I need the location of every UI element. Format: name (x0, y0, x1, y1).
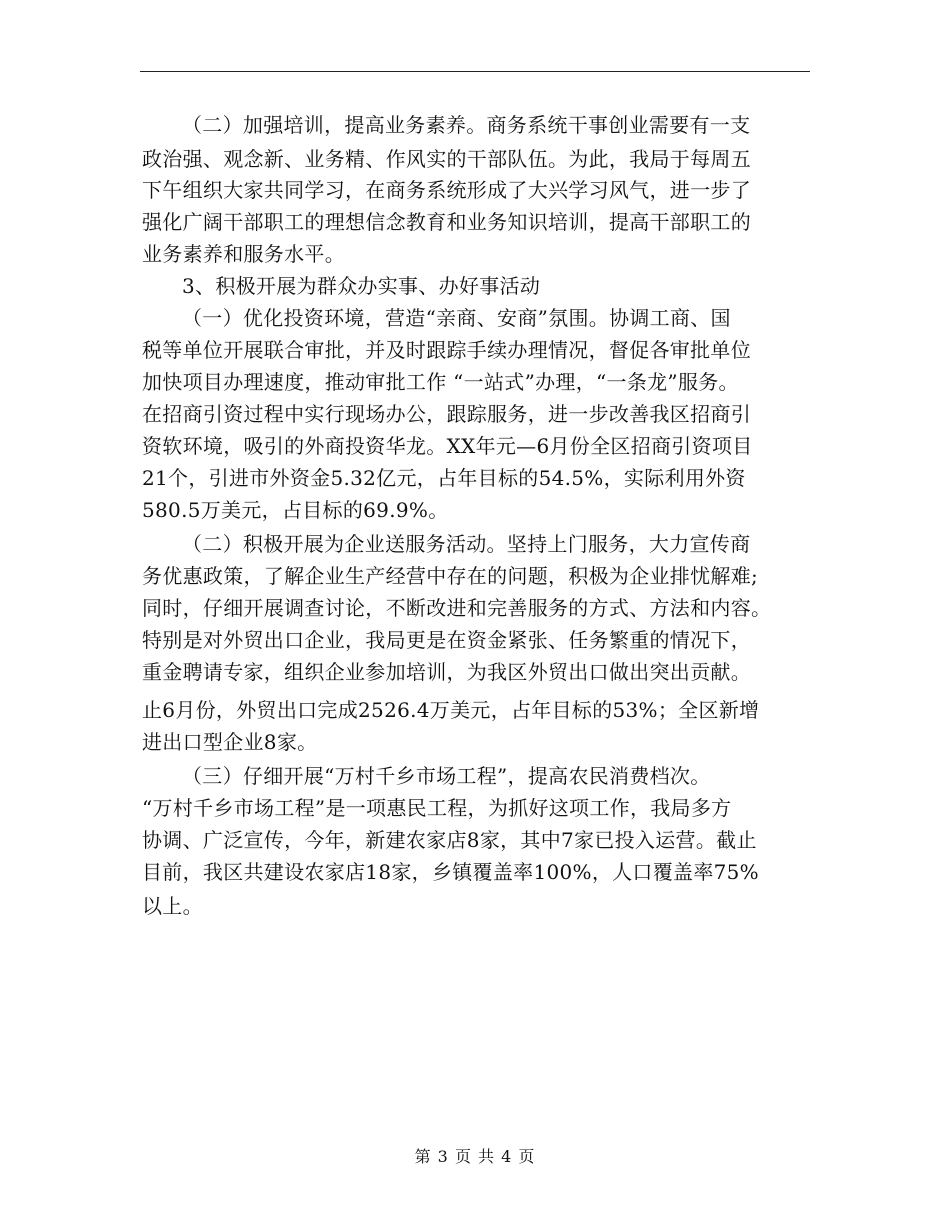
text-line: （三）仔细开展“万村千乡市场工程”，提高农民消费档次。 (182, 764, 711, 788)
text-line: 强化广阔干部职工的理想信念教育和业务知识培训，提高干部职工的 (142, 210, 751, 234)
text-line: 目前，我区共建设农家店18家，乡镇覆盖率100%，人口覆盖率75% (142, 860, 759, 884)
page-number: 第 3 页 共 4 页 (414, 1147, 536, 1166)
text-line: （一）优化投资环境，营造“亲商、安商”氛围。协调工商、国 (182, 306, 731, 330)
text-line: 重金聘请专家，组织企业参加培训，为我区外贸出口做出突出贡献。 (142, 660, 751, 684)
text-line: 税等单位开展联合审批，并及时跟踪手续办理情况，督促各审批单位 (142, 338, 751, 362)
text-line: “万村千乡市场工程”是一项惠民工程，为抓好这项工作，我局多方 (142, 796, 732, 820)
text-line: 同时，仔细开展调查讨论，不断改进和完善服务的方式、方法和内容。 (142, 596, 772, 620)
text-line: 业务素养和服务水平。 (142, 242, 345, 266)
text-line: 21个，引进市外资金5.32亿元，占年目标的54.5%，实际利用外资 (142, 466, 746, 490)
header-rule (140, 71, 810, 72)
text-line: 进出口型企业8家。 (142, 730, 318, 754)
text-line: 特别是对外贸出口企业，我局更是在资金紧张、任务繁重的情况下， (142, 628, 751, 652)
text-line: 在招商引资过程中实行现场办公，跟踪服务，进一步改善我区招商引 (142, 402, 751, 426)
text-line: 580.5万美元，占目标的69.9%。 (142, 498, 449, 522)
text-line: 以上。 (142, 894, 203, 918)
section-heading: 3、积极开展为群众办实事、办好事活动 (182, 274, 541, 298)
text-line: 下午组织大家共同学习，在商务系统形成了大兴学习风气，进一步了 (142, 178, 751, 202)
text-line: 务优惠政策，了解企业生产经营中存在的问题，积极为企业排忧解难; (142, 564, 759, 588)
text-line: 加快项目办理速度，推动审批工作 “一站式”办理，“一条龙”服务。 (142, 370, 739, 394)
text-line: 资软环境，吸引的外商投资华龙。XX年元—6月份全区招商引资项目 (142, 434, 753, 458)
text-line: 协调、广泛宣传，今年，新建农家店8家，其中7家已投入运营。截止 (142, 828, 757, 852)
text-line: （二）积极开展为企业送服务活动。坚持上门服务，大力宣传商 (182, 532, 751, 556)
text-line: 政治强、观念新、业务精、作风实的干部队伍。为此，我局于每周五 (142, 147, 751, 171)
text-line: （二）加强培训，提高业务素养。商务系统干事创业需要有一支 (182, 113, 751, 137)
text-line: 止6月份，外贸出口完成2526.4万美元，占年目标的53%；全区新增 (142, 698, 760, 722)
